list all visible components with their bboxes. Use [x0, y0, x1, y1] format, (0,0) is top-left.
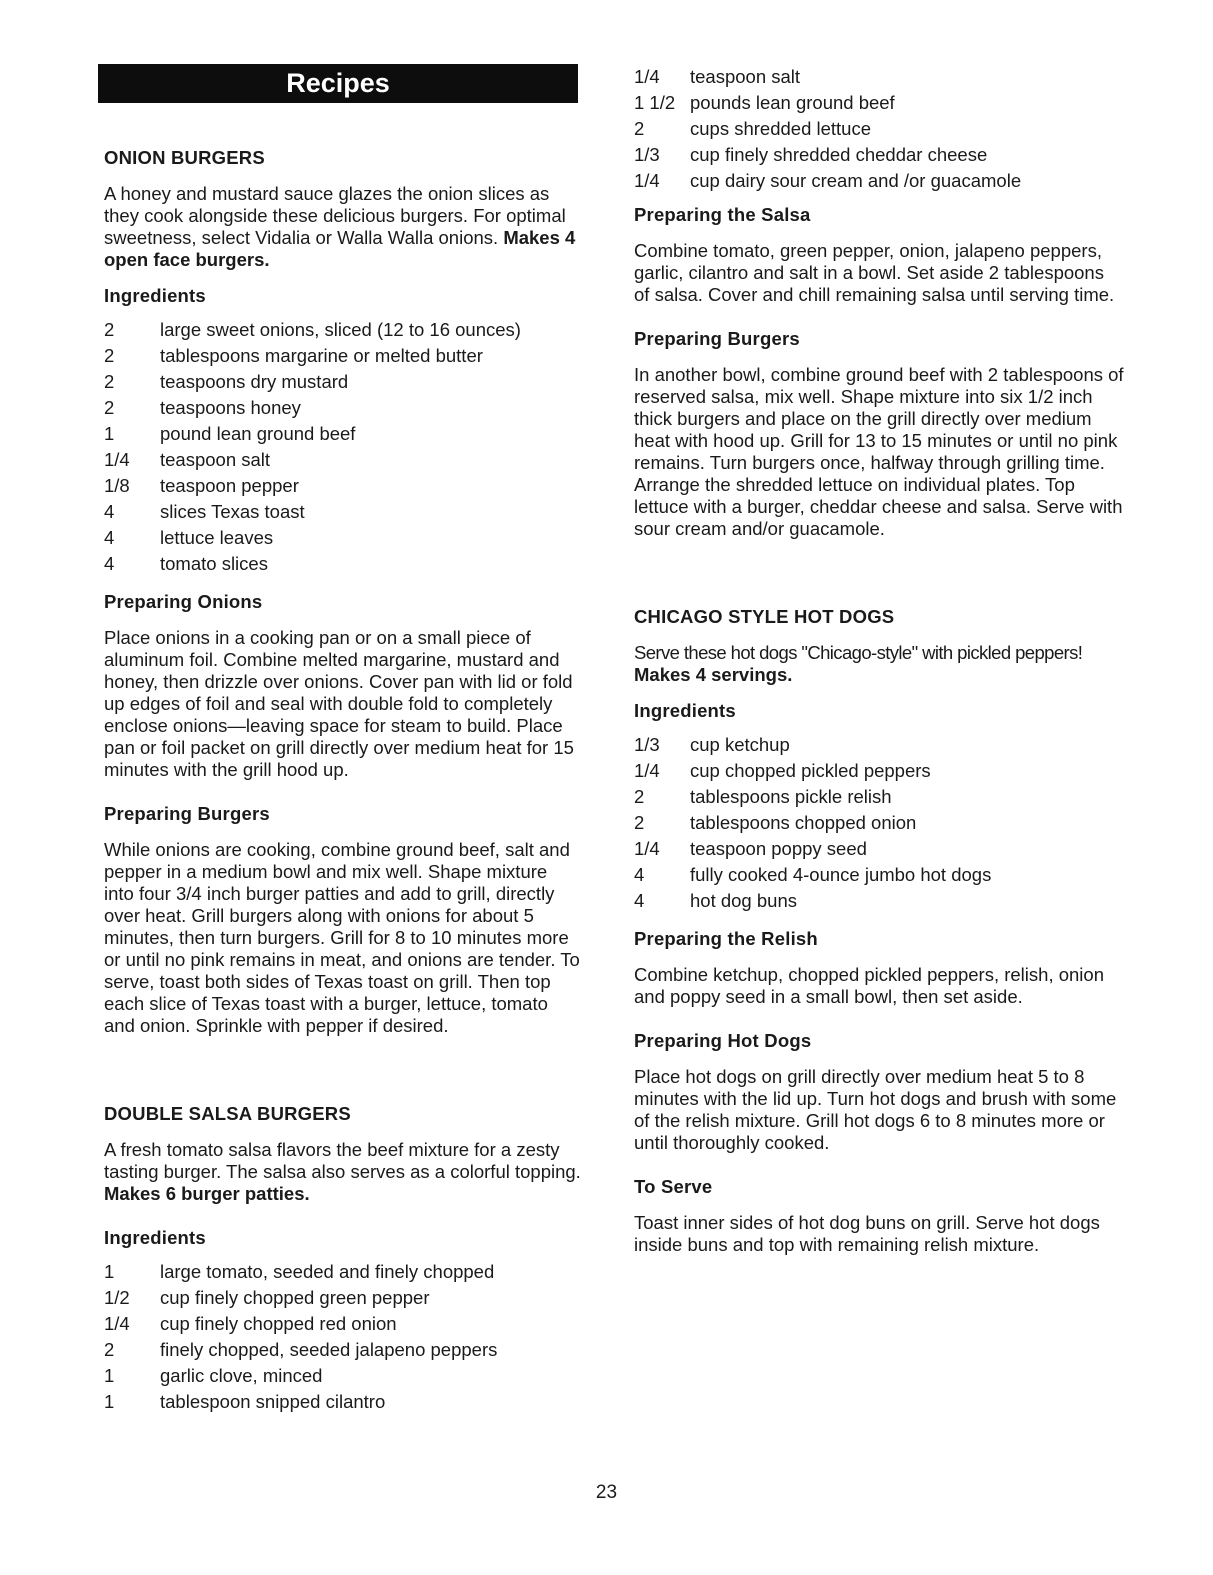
ingredients-title: Ingredients — [104, 1227, 206, 1248]
ingredient-item — [104, 395, 582, 421]
ingredients-title: Ingredients — [104, 285, 206, 306]
ingredient-item — [104, 1363, 582, 1389]
ingredient-name: cup finely shredded cheddar cheese — [690, 144, 988, 165]
ingredient-name: cups shredded lettuce — [690, 118, 872, 139]
ingredient-item — [104, 1285, 582, 1311]
ingredient-item — [634, 836, 1124, 862]
ingredient-name: tablespoons margarine or melted butter — [160, 345, 483, 366]
recipe-title: DOUBLE SALSA BURGERS — [104, 1103, 351, 1124]
makes-text: Makes 4 open face burgers. — [104, 227, 576, 270]
ingredient-name: finely chopped, seeded jalapeno peppers — [160, 1339, 498, 1360]
section-title: Preparing Burgers — [634, 328, 800, 349]
instructions-text: Place hot dogs on grill directly over medium heat 5 to 8 minutes with the lid up. Turn hot dogs and brush with some of the relish mixture. Grill hot dogs 6 to 8 minutes more or until thoroughly cooked. — [634, 1066, 1117, 1153]
right-column — [634, 64, 1124, 1256]
ingredient-quantity: 2 — [634, 812, 645, 833]
ingredients-list — [104, 1259, 582, 1415]
section-title: Preparing the Relish — [634, 928, 818, 949]
ingredient-item — [104, 551, 582, 577]
ingredient-item — [634, 732, 1124, 758]
ingredient-name: cup finely chopped green pepper — [160, 1287, 430, 1308]
ingredient-item — [634, 64, 1124, 90]
ingredient-item — [634, 888, 1124, 914]
double-salsa-burgers-recipe — [104, 1103, 582, 1415]
ingredient-quantity: 4 — [104, 501, 115, 522]
ingredient-quantity: 1 — [104, 423, 115, 444]
intro-text: A honey and mustard sauce glazes the onion slices as they cook alongside these delicious burgers. For optimal sweetness, select Vidalia or Walla Walla onions. — [104, 183, 566, 248]
ingredient-item — [104, 1311, 582, 1337]
ingredient-name: cup ketchup — [690, 734, 790, 755]
ingredient-item — [104, 317, 582, 343]
ingredient-item — [634, 810, 1124, 836]
ingredient-name: tablespoons chopped onion — [690, 812, 917, 833]
ingredient-item — [104, 369, 582, 395]
ingredient-item — [634, 862, 1124, 888]
onion-burgers-recipe — [104, 147, 582, 1037]
ingredient-quantity: 1/2 — [104, 1287, 130, 1308]
left-column — [104, 64, 582, 1415]
instructions-text: Combine ketchup, chopped pickled peppers, relish, onion and poppy seed in a small bowl, then set aside. — [634, 964, 1104, 1007]
ingredient-item — [634, 784, 1124, 810]
page-number: 23 — [595, 1482, 618, 1503]
ingredients-list — [104, 317, 582, 577]
ingredient-item — [634, 142, 1124, 168]
ingredient-name: large tomato, seeded and finely chopped — [160, 1261, 495, 1282]
ingredient-name: slices Texas toast — [160, 501, 305, 522]
intro-text: Serve these hot dogs "Chicago-style" with pickled peppers! — [634, 642, 1083, 663]
section-title: To Serve — [634, 1176, 713, 1197]
ingredient-quantity: 1/4 — [634, 170, 660, 191]
ingredient-name: tablespoon snipped cilantro — [160, 1391, 386, 1412]
ingredients-title: Ingredients — [634, 700, 736, 721]
ingredients-list-continued — [634, 64, 1124, 194]
ingredient-name: tablespoons pickle relish — [690, 786, 892, 807]
instructions-text: Combine tomato, green pepper, onion, jalapeno peppers, garlic, cilantro and salt in a bowl. Set aside 2 tablespoons of salsa. Cover and chill remaining salsa until serving time. — [634, 240, 1115, 305]
ingredient-item — [104, 1259, 582, 1285]
ingredient-name: pound lean ground beef — [160, 423, 356, 444]
recipe-intro — [634, 642, 1124, 686]
ingredient-quantity: 1 — [104, 1365, 115, 1386]
ingredient-item — [634, 758, 1124, 784]
ingredient-item — [104, 1389, 582, 1415]
ingredients-list — [634, 732, 1124, 914]
recipe-title: ONION BURGERS — [104, 147, 265, 168]
ingredient-item — [104, 447, 582, 473]
ingredient-name: cup chopped pickled peppers — [690, 760, 931, 781]
ingredient-quantity: 1 — [104, 1261, 115, 1282]
ingredient-quantity: 2 — [634, 118, 645, 139]
recipe-intro — [104, 1139, 582, 1205]
ingredient-item — [634, 90, 1124, 116]
ingredient-name: teaspoon poppy seed — [690, 838, 867, 859]
ingredient-quantity: 2 — [104, 1339, 115, 1360]
instructions-text: Place onions in a cooking pan or on a small piece of aluminum foil. Combine melted margarine, mustard and honey, then drizzle over onions. Cover pan with lid or fold up edges of foil and seal with double fold to completely enclose onions—leaving space for steam to build. Place pan or foil packet on grill directly over medium heat for 15 minutes with the grill hood up. — [104, 627, 574, 780]
ingredient-quantity: 1/4 — [634, 66, 660, 87]
ingredient-quantity: 1/4 — [634, 838, 660, 859]
section-title: Preparing the Salsa — [634, 204, 811, 225]
ingredient-name: large sweet onions, sliced (12 to 16 ounces) — [160, 319, 521, 340]
ingredient-item — [104, 421, 582, 447]
ingredient-item — [104, 525, 582, 551]
recipe-title: CHICAGO STYLE HOT DOGS — [634, 606, 895, 627]
ingredient-quantity: 4 — [634, 890, 645, 911]
ingredient-quantity: 1/4 — [104, 1313, 130, 1334]
recipe-intro — [104, 183, 582, 271]
ingredient-quantity: 4 — [634, 864, 645, 885]
makes-text: Makes 6 burger patties. — [104, 1183, 310, 1204]
ingredient-name: tomato slices — [160, 553, 268, 574]
ingredient-name: teaspoons honey — [160, 397, 301, 418]
section-title: Preparing Burgers — [104, 803, 270, 824]
ingredient-quantity: 4 — [104, 527, 115, 548]
ingredient-quantity: 1 — [104, 1391, 115, 1412]
ingredient-item — [104, 473, 582, 499]
instructions-text: In another bowl, combine ground beef with 2 tablespoons of reserved salsa, mix well. Shape mixture into six 1/2 inch thick burgers and place on the grill directly over medium heat with hood up. Grill for 13 to 15 minutes or until no pink remains. Turn burgers once, halfway through grilling time. Arrange the shredded lettuce on individual plates. Top lettuce with a burger, cheddar cheese and salsa. Serve with sour cream and/or guacamole. — [634, 364, 1124, 539]
ingredient-name: lettuce leaves — [160, 527, 274, 548]
ingredient-quantity: 2 — [634, 786, 645, 807]
ingredient-quantity: 1/4 — [634, 760, 660, 781]
ingredient-name: teaspoon pepper — [160, 475, 299, 496]
instructions-text: While onions are cooking, combine ground beef, salt and pepper in a medium bowl and mix well. Shape mixture into four 3/4 inch burger patties and add to grill, directly over heat. Grill burgers along with onions for about 5 minutes, then turn burgers. Grill for 8 to 10 minutes more or until no pink remains in meat, and onions are tender. To serve, toast both sides of Texas toast on grill. Then top each slice of Texas toast with a burger, lettuce, tomato and onion. Sprinkle with pepper if desired. — [104, 839, 580, 1036]
ingredient-quantity: 2 — [104, 319, 115, 340]
intro-text: A fresh tomato salsa flavors the beef mixture for a zesty tasting burger. The salsa also serves as a colorful topping. — [104, 1139, 581, 1182]
ingredient-name: fully cooked 4-ounce jumbo hot dogs — [690, 864, 992, 885]
ingredient-item — [634, 168, 1124, 194]
ingredient-quantity: 4 — [104, 553, 115, 574]
ingredient-item — [634, 116, 1124, 142]
ingredient-name: teaspoons dry mustard — [160, 371, 349, 392]
section-title: Preparing Onions — [104, 591, 263, 612]
ingredient-name: cup finely chopped red onion — [160, 1313, 397, 1334]
makes-text: Makes 4 servings. — [634, 664, 793, 685]
ingredient-item — [104, 499, 582, 525]
ingredient-name: teaspoon salt — [690, 66, 801, 87]
ingredient-quantity: 1 1/2 — [634, 92, 676, 113]
ingredient-quantity: 2 — [104, 397, 115, 418]
ingredient-quantity: 1/4 — [104, 449, 130, 470]
recipes-banner: Recipes — [98, 64, 578, 103]
ingredient-name: teaspoon salt — [160, 449, 271, 470]
instructions-text: Toast inner sides of hot dog buns on grill. Serve hot dogs inside buns and top with remaining relish mixture. — [634, 1212, 1100, 1255]
ingredient-quantity: 1/3 — [634, 734, 660, 755]
chicago-hot-dogs-recipe — [634, 606, 1124, 1256]
ingredient-name: cup dairy sour cream and /or guacamole — [690, 170, 1022, 191]
ingredient-quantity: 1/8 — [104, 475, 130, 496]
ingredient-name: hot dog buns — [690, 890, 797, 911]
section-title: Preparing Hot Dogs — [634, 1030, 812, 1051]
ingredient-quantity: 2 — [104, 345, 115, 366]
ingredient-name: garlic clove, minced — [160, 1365, 323, 1386]
ingredient-quantity: 1/3 — [634, 144, 660, 165]
ingredient-name: pounds lean ground beef — [690, 92, 895, 113]
ingredient-quantity: 2 — [104, 371, 115, 392]
ingredient-item — [104, 1337, 582, 1363]
ingredient-item — [104, 343, 582, 369]
